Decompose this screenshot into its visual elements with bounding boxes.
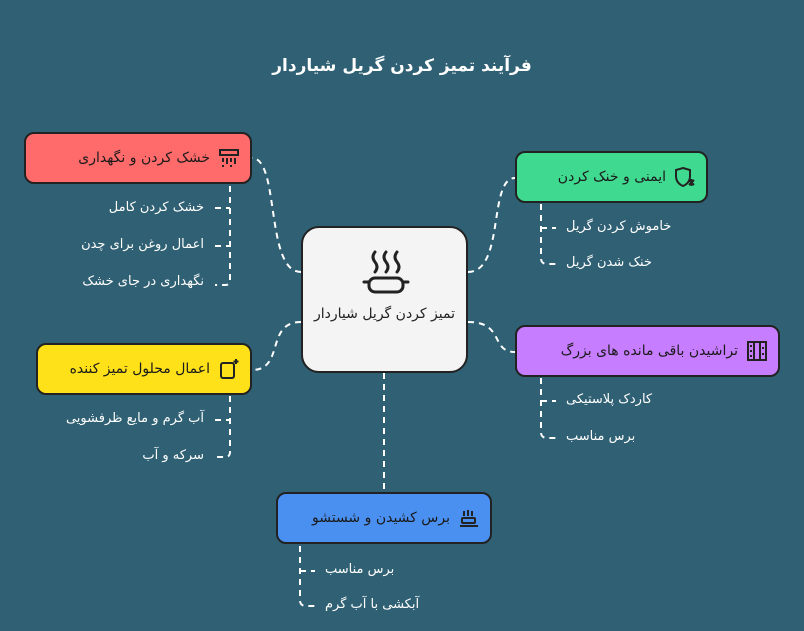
- node-safety-cooling: [515, 151, 708, 203]
- leaf-warm-water-soap: آب گرم و مایع ظرفشویی: [65, 411, 204, 426]
- sparkle-tablet-icon: [218, 358, 240, 380]
- leaf-oil-cast-iron: اعمال روغن برای چدن: [81, 237, 204, 252]
- node-scrape-residue: [515, 325, 780, 377]
- leaf-plastic-scraper: کاردک پلاستیکی: [566, 392, 653, 407]
- leaf-store-dry: نگهداری در جای خشک: [82, 274, 204, 289]
- node-drying-storage: [24, 132, 252, 184]
- shield-snow-icon: [674, 166, 696, 188]
- node-safety-label: ایمنی و خنک کردن: [557, 169, 666, 185]
- diagram-title: فرآیند تمیز کردن گریل شیاردار: [272, 56, 532, 76]
- leaf-brush-suitable: برس مناسب: [325, 562, 395, 577]
- shower-icon: [218, 147, 240, 169]
- leaf-grill-cooling: خنک شدن گریل: [566, 255, 652, 270]
- leaf-vinegar-water: سرکه و آب: [142, 448, 204, 463]
- steaming-dish-icon: [361, 248, 411, 298]
- leaf-suitable-brush: برس مناسب: [566, 429, 636, 444]
- center-node: [301, 226, 468, 373]
- node-scraping-label: تراشیدن باقی مانده های بزرگ: [560, 343, 738, 359]
- toothbrush-icon: [458, 507, 480, 529]
- grid-tool-icon: [746, 340, 768, 362]
- node-drying-label: خشک کردن و نگهداری: [78, 150, 210, 166]
- node-brushing-label: برس کشیدن و شستشو: [312, 510, 450, 526]
- leaf-rinse-warm-water: آبکشی با آب گرم: [325, 597, 420, 612]
- leaf-dry-complete: خشک کردن کامل: [108, 200, 204, 215]
- node-brush-wash: [276, 492, 492, 544]
- center-label: تمیز کردن گریل شیاردار: [314, 306, 455, 322]
- node-apply-cleaner: [36, 343, 252, 395]
- leaf-turn-off-grill: خاموش کردن گریل: [566, 219, 672, 234]
- node-cleaner-label: اعمال محلول تمیز کننده: [69, 361, 210, 377]
